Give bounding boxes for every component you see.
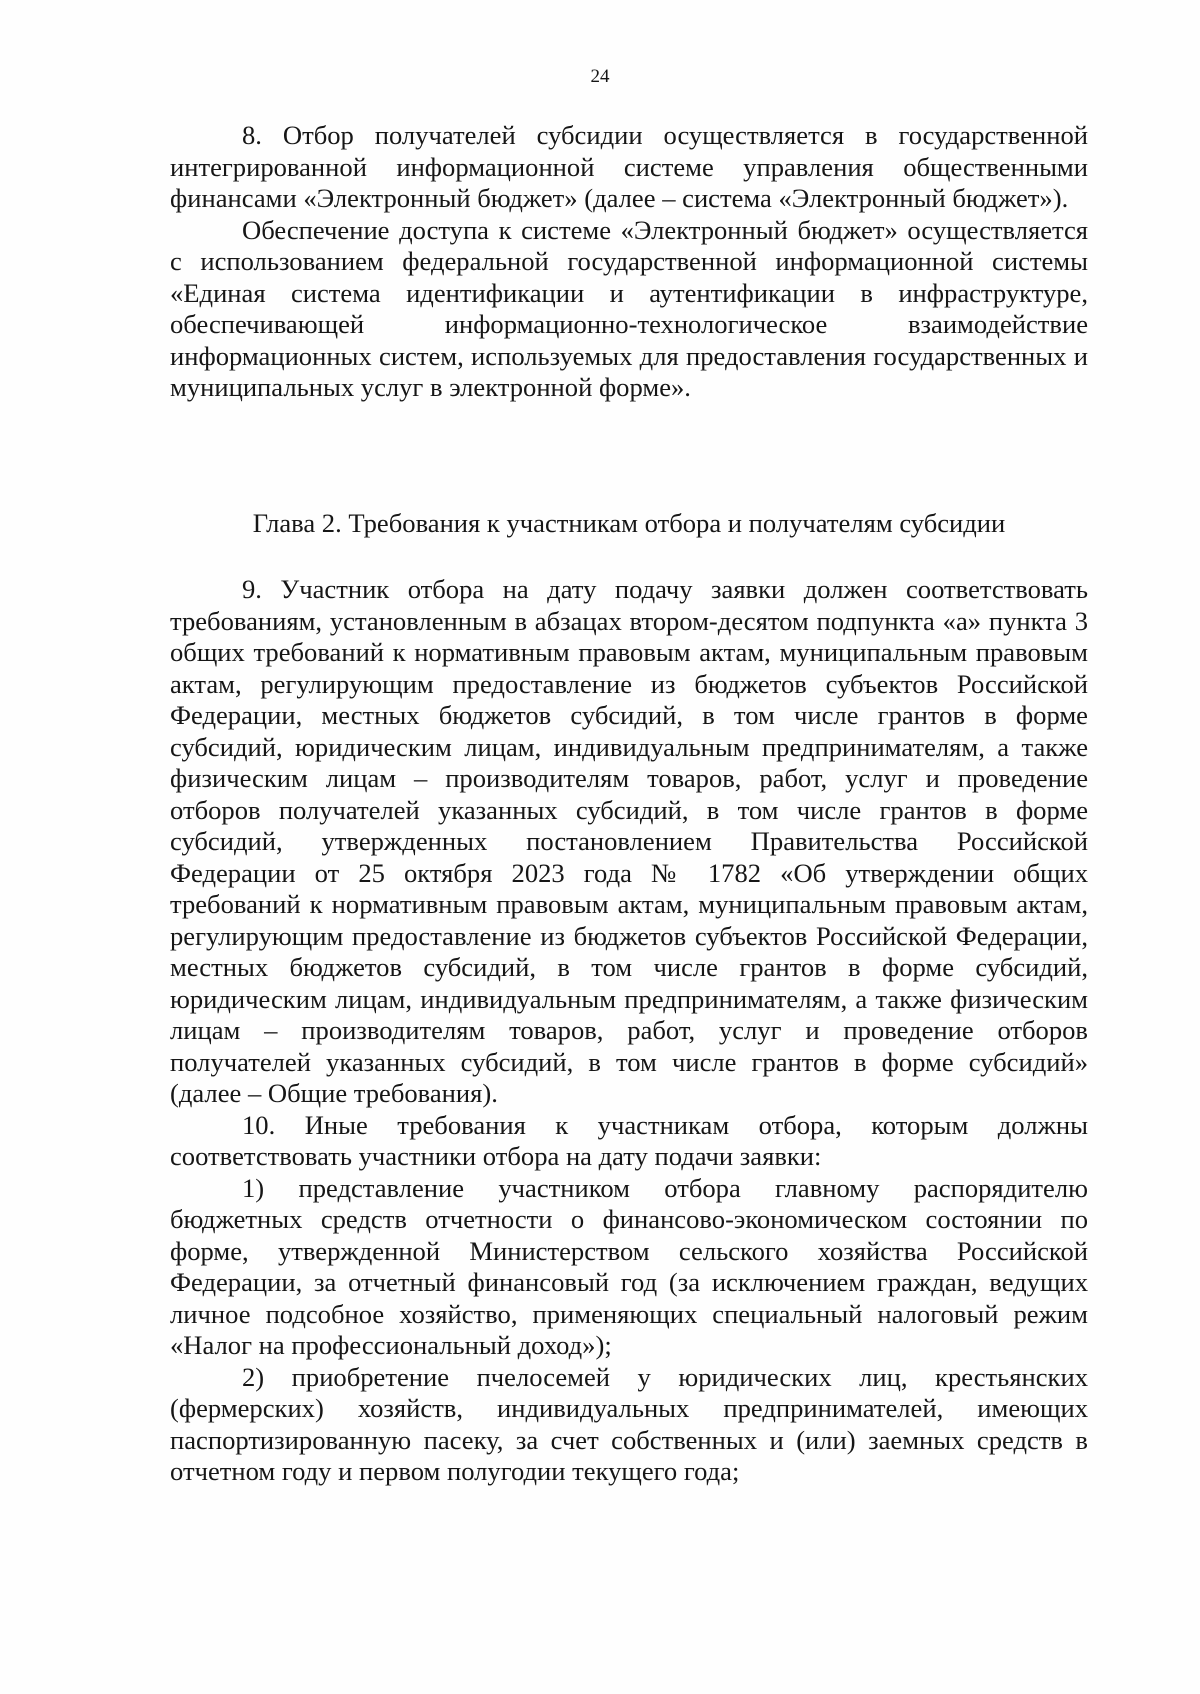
paragraph-8: 8. Отбор получателей субсидии осуществляется в государственной интегрированной информационной системе управления общественными финансами «Электронный бюджет» (далее – система «Электронный бюджет»). [170,120,1088,213]
paragraph-10-item-2: 2) приобретение пчелосемей у юридических лиц, крестьянских (фермерских) хозяйств, индивидуальных предпринимателей, имеющих паспортизированную пасеку, за счет собственных и (или) заемных средств в отчетном году и первом полугодии текущего года; [170,1361,1088,1486]
section-8 [170,120,1088,404]
paragraph-8-access: Обеспечение доступа к системе «Электронный бюджет» осуществляется с использованием федеральной государственной информационной системы «Единая система идентификации и аутентификации в инфраструктуре, обеспечивающей информационно-технологическое взаимодействие информационных систем, используемых для предоставления государственных и муниципальных услуг в электронной форме». [170,214,1088,402]
section-9-10 [170,574,1088,1488]
paragraph-10-item-1: 1) представление участником отбора главному распорядителю бюджетных средств отчетности о финансово-экономическом состоянии по форме, утвержденной Министерством сельского хозяйства Российской Федерации, за отчетный финансовый год (за исключением граждан, ведущих личное подсобное хозяйство, применяющих специальный налоговый режим «Налог на профессиональный доход»); [170,1172,1088,1360]
page-number: 24 [590,66,610,87]
paragraph-9: 9. Участник отбора на дату подачу заявки должен соответствовать требованиям, установленным в абзацах втором-десятом подпункта «а» пункта 3 общих требований к нормативным правовым актам, муниципальным правовым актам, регулирующим предоставление из бюджетов субъектов Российской Федерации, местных бюджетов субсидий, в том числе грантов в форме субсидий, юридическим лицам, индивидуальным предпринимателям, а также физическим лицам – производителям товаров, работ, услуг и проведение отборов получателей указанных субсидий, в том числе грантов в форме субсидий, утвержденных постановлением Правительства Российской Федерации от 25 октября 2023 года № 1782 «Об утверждении общих требований к нормативным правовым актам, муниципальным правовым актам, регулирующим предоставление из бюджетов субъектов Российской Федерации, местных бюджетов субсидий, в том числе грантов в форме субсидий, юридическим лицам, индивидуальным предпринимателям, а также физическим лицам – производителям товаров, работ, услуг и проведение отборов получателей указанных субсидий, в том числе грантов в форме субсидий» (далее – Общие требования). [170,574,1088,1108]
chapter-heading: Глава 2. Требования к участникам отбора и получателям субсидии [252,508,1006,538]
paragraph-10-intro: 10. Иные требования к участникам отбора, которым должны соответствовать участники отбора на дату подачи заявки: [170,1109,1088,1171]
